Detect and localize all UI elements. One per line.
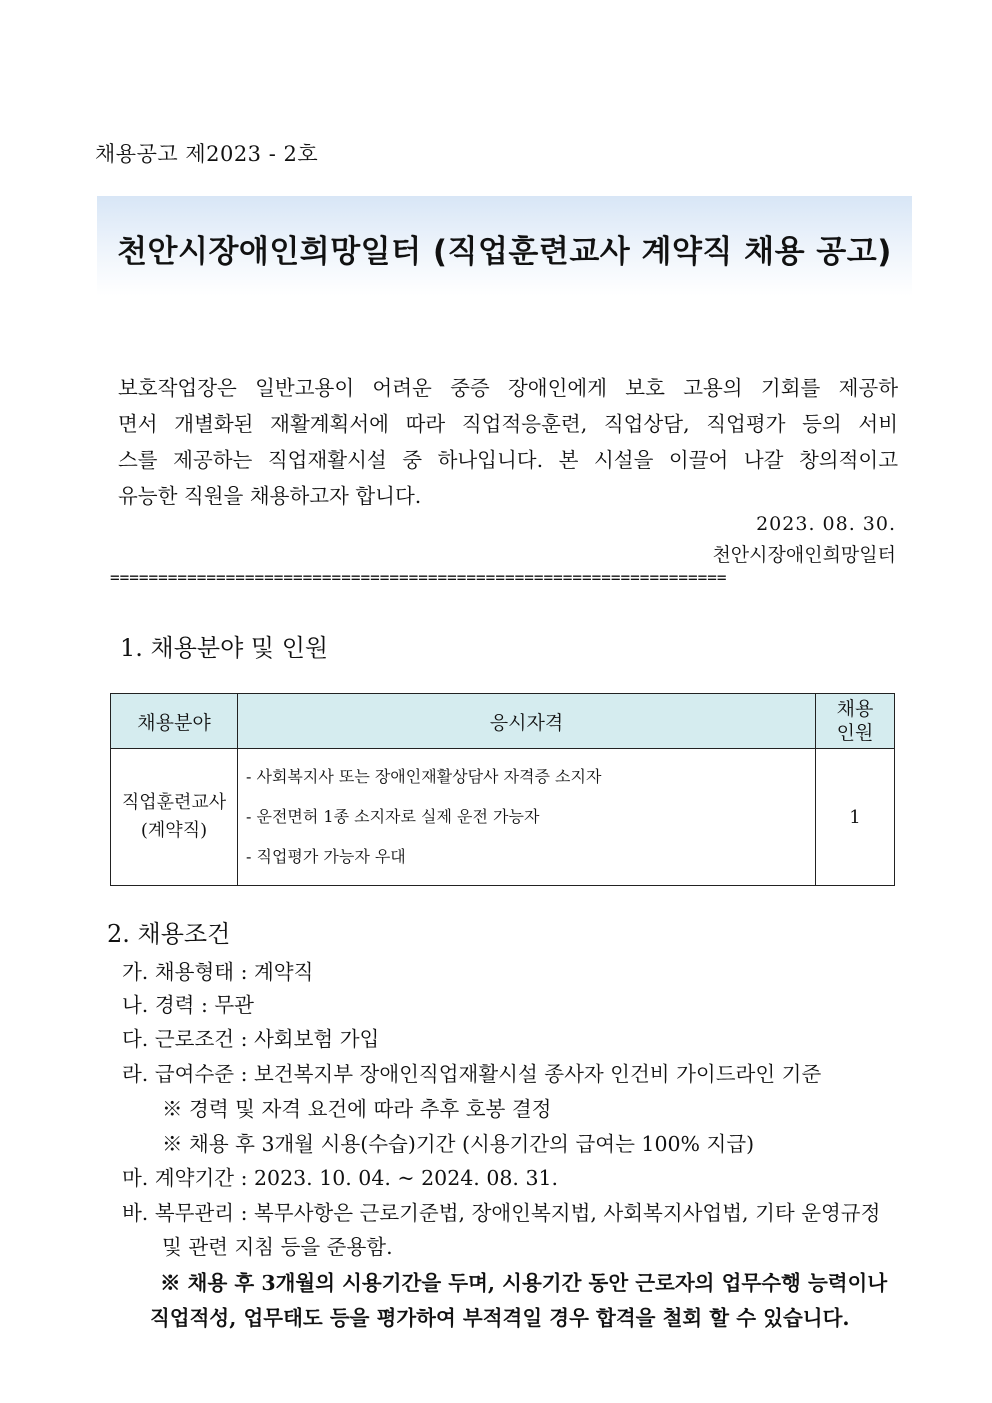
title-band	[97, 196, 912, 296]
organization-name: 천안시장애인희망일터	[712, 544, 896, 566]
field-cell	[111, 749, 238, 886]
condition-service: 바. 복무관리 : 복무사항은 근로기준법, 장애인복지법, 사회복지사업법, 기타 운영규정	[122, 1201, 881, 1225]
intro-line: 보호작업장은 일반고용이 어려운 중증 장애인에게 보호 고용의 기회를 제공하	[118, 376, 898, 400]
salary-note-1: ※ 경력 및 자격 요건에 따라 추후 호봉 결정	[162, 1097, 552, 1121]
field-line2: (계약직)	[140, 820, 208, 841]
intro-line: 면서 개별화된 재활계획서에 따라 직업적응훈련, 직업상담, 직업평가 등의 서비	[118, 412, 898, 436]
intro-line: 유능한 직원을 채용하고자 합니다.	[118, 484, 422, 508]
field-line1: 직업훈련교사	[121, 792, 227, 813]
section1-title: 1. 채용분야 및 인원	[120, 634, 329, 662]
condition-contract-period: 마. 계약기간 : 2023. 10. 04. ~ 2024. 08. 31.	[122, 1166, 559, 1190]
notice-date: 2023. 08. 30.	[756, 513, 896, 535]
table-header-row	[111, 694, 895, 749]
condition-employment-type: 가. 채용형태 : 계약직	[122, 960, 314, 984]
count-cell: 1	[816, 749, 895, 886]
divider-line: ================================================================	[110, 568, 727, 587]
header-count-line1: 채용	[836, 698, 874, 720]
salary-note-2: ※ 채용 후 3개월 시용(수습)기간 (시용기간의 급여는 100% 지급)	[162, 1132, 755, 1156]
intro-paragraph	[118, 370, 898, 514]
header-count	[816, 694, 895, 749]
probation-note-line2: 직업적성, 업무태도 등을 평가하여 부적격일 경우 합격을 철회 할 수 있습니다.	[150, 1306, 850, 1330]
section2-title: 2. 채용조건	[107, 920, 231, 948]
qualification-cell	[238, 749, 816, 886]
header-qualification: 응시자격	[238, 694, 816, 749]
condition-experience: 나. 경력 : 무관	[122, 993, 254, 1017]
qualification-item: - 운전면허 1종 소지자로 실제 운전 가능자	[246, 807, 540, 826]
page-title: 천안시장애인희망일터 (직업훈련교사 계약직 채용 공고)	[117, 234, 892, 270]
qualification-item: - 직업평가 가능자 우대	[246, 847, 406, 866]
header-count-line2: 인원	[836, 722, 874, 744]
notice-number: 채용공고 제2023 - 2호	[95, 142, 319, 166]
probation-note-line1: ※ 채용 후 3개월의 시용기간을 두며, 시용기간 동안 근로자의 업무수행 능력이나	[160, 1271, 888, 1295]
condition-working: 다. 근로조건 : 사회보험 가입	[122, 1027, 380, 1051]
condition-salary: 라. 급여수준 : 보건복지부 장애인직업재활시설 종사자 인건비 가이드라인 기준	[122, 1062, 822, 1086]
qualification-item: - 사회복지사 또는 장애인재활상담사 자격증 소지자	[246, 767, 602, 786]
table-row	[111, 749, 895, 886]
intro-line: 스를 제공하는 직업재활시설 중 하나입니다. 본 시설을 이끌어 나갈 창의적이고	[118, 448, 898, 472]
header-field: 채용분야	[111, 694, 238, 749]
condition-service-line2: 및 관련 지침 등을 준용함.	[162, 1235, 393, 1259]
recruitment-table	[110, 693, 895, 886]
